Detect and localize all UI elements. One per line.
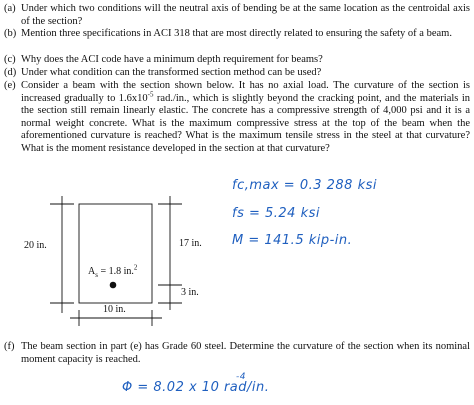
question-text: Why does the ACI code have a minimum depth requirement for beams? [21, 54, 323, 65]
question-text: Under what condition can the transformed section method can be used? [21, 67, 322, 78]
steel-area-label: $A_s = 1.8$ in.$^2$ [88, 263, 138, 279]
question-label: (c) [4, 54, 16, 65]
question-label: (e) [4, 80, 16, 91]
question-label: (a) [4, 3, 16, 14]
height-label: 20 in. [24, 240, 47, 251]
question-label: (d) [4, 67, 17, 78]
question-label: (b) [4, 28, 17, 39]
width-label: 10 in. [103, 304, 126, 315]
handwritten-answer-fs: fs = 5.24 ksi [232, 206, 320, 221]
handwritten-answer-fc: fc,max = 0.3 288 ksi [232, 178, 378, 193]
question-text: Mention three specifications in ACI 318 that are most directly related to ensuring the safety of a beam. [21, 28, 452, 39]
question-text: Under which two conditions will the neutral axis of bending be at the same location as the centroidal axis of the section? [21, 3, 470, 27]
handwritten-exponent: -4 [236, 372, 246, 382]
question-text: The beam section in part (e) has Grade 60 steel. Determine the curvature of the section when its nominal moment capacity is reached. [21, 341, 470, 365]
cover-label: 3 in. [181, 287, 199, 298]
handwritten-answer-moment: M = 141.5 kip-in. [232, 233, 353, 248]
question-f [4, 341, 470, 366]
question-text: Consider a beam with the section shown below. It has no axial load. The curvature of the section is increased gradually to $1.6x10^{-5}$ rad./in., which is slightly beyond the cracking point, and the materials in the section still remain linearly elastic. The concrete has a compressive strength of 4,000 psi and it is a normal weight concrete. What is the maximum compressive stress at the top of the beam when the aforementioned curvature is reached? What is the maximum tensile stress in the steel at that curvature? What is the moment resistance developed in the section at that curvature? [21, 80, 470, 154]
steel-bar [110, 282, 117, 289]
curvature-exponent: -5 [147, 90, 154, 99]
question-label: (f) [4, 341, 15, 352]
depth-label: 17 in. [179, 238, 202, 249]
beam-outline [79, 204, 152, 303]
handwritten-answer-curvature: Φ = 8.02 x 10 rad/in. [122, 380, 270, 395]
